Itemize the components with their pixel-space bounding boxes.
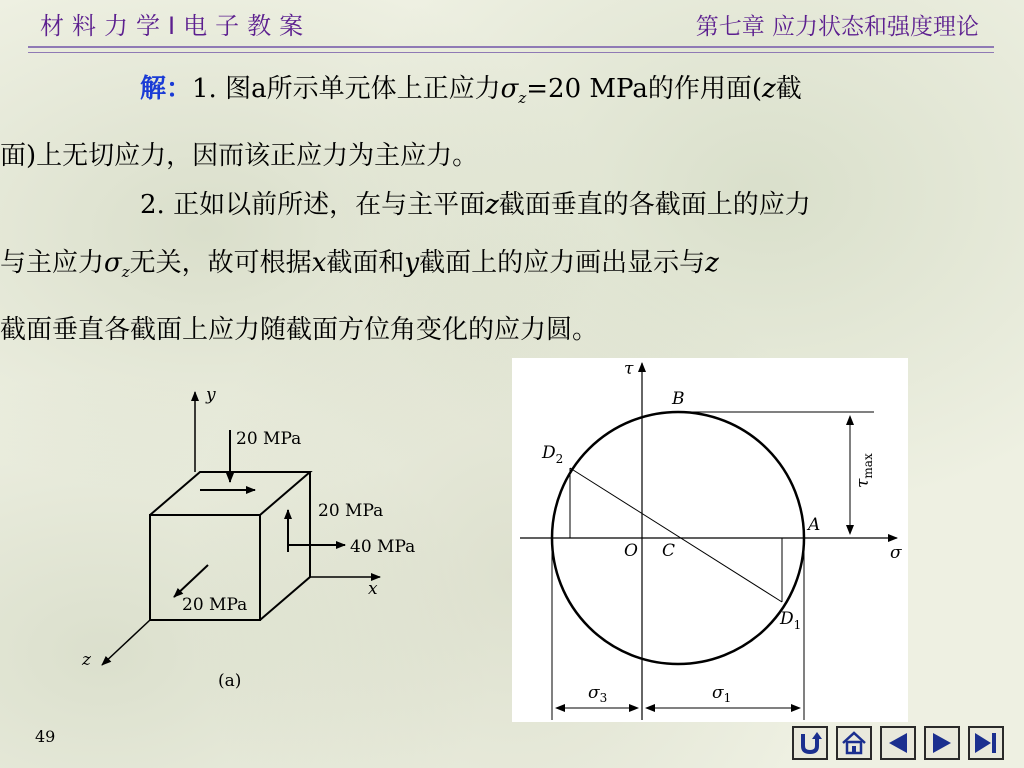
text: 无关，故可根据 bbox=[129, 248, 312, 278]
x-axis-label: x bbox=[368, 579, 378, 599]
solution-label: 解： bbox=[140, 74, 193, 104]
italic-var: y bbox=[404, 248, 420, 278]
center-label: C bbox=[662, 541, 676, 561]
text: 1. 图a所示单元体上正应力 bbox=[192, 74, 501, 104]
header-divider bbox=[28, 46, 994, 53]
point-d2-subscript: 2 bbox=[555, 452, 564, 466]
point-d2-letter: D bbox=[542, 443, 556, 463]
mohr-circle-figure bbox=[512, 358, 908, 722]
text: 截面垂直各截面上应力随截面方位角变化的应力圆。 bbox=[0, 315, 599, 346]
next-icon bbox=[929, 730, 955, 756]
course-char: 电 bbox=[183, 12, 210, 40]
front-stress-label: 20 MPa bbox=[182, 595, 248, 615]
element-cube-figure bbox=[70, 380, 450, 710]
point-d2-label bbox=[541, 443, 563, 466]
tau-max-symbol: τ bbox=[853, 478, 873, 488]
tau-max-label bbox=[853, 453, 875, 488]
italic-var: z bbox=[761, 74, 776, 104]
text: 截面上的应力画出显示与 bbox=[419, 248, 706, 278]
return-icon bbox=[797, 730, 823, 756]
solution-paragraph-2 bbox=[0, 176, 995, 359]
chapter-title: 第七章 应力状态和强度理论 bbox=[695, 14, 979, 40]
sigma-symbol: σ bbox=[500, 74, 519, 104]
y-axis-label: y bbox=[206, 385, 216, 405]
navigation-bar bbox=[792, 726, 1004, 760]
sigma3-subscript: 3 bbox=[599, 691, 608, 705]
svg-text:τmax bbox=[853, 453, 875, 488]
return-button[interactable] bbox=[792, 726, 828, 760]
next-button[interactable] bbox=[924, 726, 960, 760]
origin-label: O bbox=[624, 541, 638, 561]
sigma3-symbol: σ bbox=[588, 683, 600, 703]
sigma-symbol: σ bbox=[104, 248, 122, 278]
text: 截面垂直的各截面上的应力 bbox=[498, 190, 811, 220]
figure-a-caption: (a) bbox=[218, 671, 242, 691]
course-char: 材 bbox=[40, 12, 66, 40]
course-title bbox=[40, 6, 311, 41]
z-axis bbox=[102, 620, 150, 665]
course-char: Ⅰ bbox=[168, 12, 178, 40]
subscript: z bbox=[518, 89, 527, 108]
tau-max-subscript: max bbox=[861, 453, 875, 479]
point-b-label: B bbox=[672, 389, 685, 409]
sigma1-label bbox=[712, 683, 731, 705]
point-a-label: A bbox=[808, 515, 821, 535]
text: 截面和 bbox=[326, 248, 405, 278]
previous-icon bbox=[885, 730, 911, 756]
text: =20 MPa的作用面( bbox=[526, 74, 762, 104]
z-axis-label: z bbox=[82, 650, 91, 670]
page-number: 49 bbox=[35, 727, 56, 746]
point-d1-label bbox=[779, 609, 801, 632]
text: 面)上无切应力，因而该正应力为主应力。 bbox=[0, 141, 479, 172]
subscript: z bbox=[121, 263, 130, 282]
course-char: 子 bbox=[215, 12, 242, 40]
italic-var: z bbox=[705, 248, 719, 278]
last-icon bbox=[973, 730, 999, 756]
text: 截 bbox=[775, 74, 802, 104]
text: 与主应力 bbox=[0, 248, 105, 278]
diameter-d2-d1 bbox=[570, 468, 782, 602]
course-char: 学 bbox=[136, 12, 162, 40]
normal-stress-label: 40 MPa bbox=[350, 537, 416, 557]
point-d1-subscript: 1 bbox=[793, 618, 802, 632]
sigma-axis-label: σ bbox=[890, 543, 902, 563]
sigma1-subscript: 1 bbox=[723, 691, 732, 705]
course-char: 案 bbox=[279, 12, 306, 40]
course-char: 力 bbox=[104, 12, 130, 40]
sigma1-symbol: σ bbox=[712, 683, 724, 703]
home-button[interactable] bbox=[836, 726, 872, 760]
solution-paragraph-1 bbox=[0, 60, 995, 185]
top-stress-label: 20 MPa bbox=[236, 429, 302, 449]
front-normal-arrow bbox=[174, 565, 208, 597]
text: 2. 正如以前所述，在与主平面 bbox=[140, 190, 486, 220]
point-d1-letter: D bbox=[780, 609, 794, 629]
course-char: 料 bbox=[72, 12, 98, 40]
home-icon bbox=[841, 730, 867, 756]
sigma3-label bbox=[588, 683, 607, 705]
tau-axis-label: τ bbox=[624, 359, 634, 379]
side-stress-label: 20 MPa bbox=[318, 501, 384, 521]
course-char: 教 bbox=[247, 12, 274, 40]
italic-var: z bbox=[485, 190, 499, 220]
italic-var: x bbox=[311, 248, 327, 278]
previous-button[interactable] bbox=[880, 726, 916, 760]
last-button[interactable] bbox=[968, 726, 1004, 760]
